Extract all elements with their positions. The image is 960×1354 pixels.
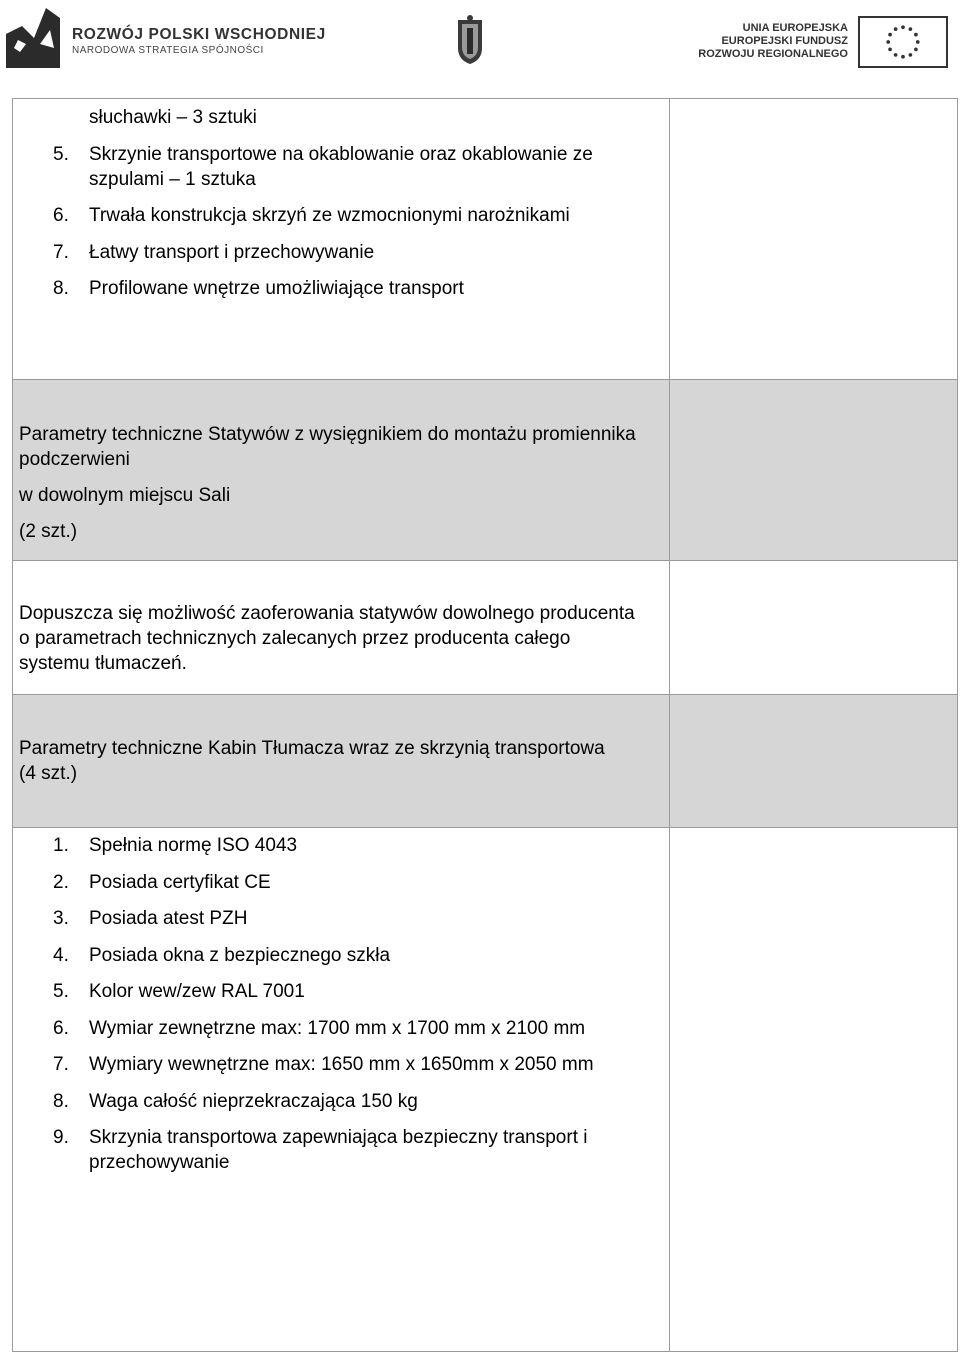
table-cell-empty — [670, 380, 958, 561]
section-2-note — [13, 561, 669, 676]
table-cell — [13, 380, 670, 561]
list-item — [53, 943, 669, 968]
list-item — [53, 142, 669, 192]
list-section-3 — [13, 828, 669, 1175]
list-item — [53, 1089, 669, 1114]
table-row — [13, 561, 958, 695]
list-item — [53, 979, 669, 1004]
list-item-text: Posiada okna z bezpiecznego szkła — [89, 944, 391, 966]
table-row — [13, 99, 958, 380]
list-item — [53, 906, 669, 931]
section-2-heading — [13, 380, 669, 544]
table-row — [13, 828, 958, 1352]
list-item-number: 3. — [53, 908, 69, 929]
list-item-number: 5. — [53, 981, 69, 1002]
list-item — [53, 203, 669, 228]
heading-line: (4 szt.) — [19, 763, 78, 784]
list-item-number: 8. — [53, 278, 69, 299]
heading-line: (2 szt.) — [19, 521, 78, 542]
rps-title: ROZWÓJ POLSKI WSCHODNIEJ — [72, 26, 326, 43]
table-row-heading — [13, 695, 958, 828]
list-item-text: Spełnia normę ISO 4043 — [89, 835, 298, 856]
heading-line: Parametry techniczne Kabin Tłumacza wraz ze skrzynią transportowa — [19, 738, 605, 759]
eu-line-1: UNIA EUROPEJSKA — [742, 22, 848, 34]
eu-flag-icon — [858, 16, 948, 68]
heading-line: w dowolnym miejscu Sali — [19, 485, 231, 506]
list-item — [53, 240, 669, 265]
table-cell-empty — [670, 695, 958, 828]
coat-of-arms-icon — [454, 14, 486, 66]
table-cell — [13, 561, 670, 695]
list-item-number: 5. — [53, 143, 69, 165]
list-item-text: Kolor wew/zew RAL 7001 — [89, 981, 305, 1002]
list-item — [53, 1125, 669, 1175]
page-header — [0, 0, 960, 90]
rps-subtitle: NARODOWA STRATEGIA SPÓJNOŚCI — [72, 45, 264, 56]
rozwoj-polski-wschodniej-logo-icon — [4, 4, 62, 70]
list-item — [53, 1016, 669, 1041]
list-item — [89, 105, 669, 130]
note-text: Dopuszcza się możliwość zaoferowania statywów dowolnego producenta o parametrach technicznych zalecanych przez producenta całego systemu tłumaczeń. — [19, 603, 635, 674]
table-cell-empty — [670, 561, 958, 695]
list-item-text: Trwała konstrukcja skrzyń ze wzmocnionymi narożnikami — [89, 205, 570, 226]
list-item-text: Posiada certyfikat CE — [89, 871, 271, 893]
list-item-number: 6. — [53, 205, 69, 226]
list-section-1 — [13, 99, 669, 301]
list-item-number: 4. — [53, 944, 69, 966]
list-item-number: 7. — [53, 241, 69, 263]
list-item-number: 8. — [53, 1090, 69, 1112]
list-item-number: 7. — [53, 1054, 69, 1075]
heading-line: Parametry techniczne Statywów z wysięgnikiem do montażu promiennika podczerwieni — [19, 424, 636, 470]
table-cell — [13, 99, 670, 380]
eu-fund-text — [690, 22, 848, 61]
list-item-text: słuchawki – 3 sztuki — [89, 107, 257, 128]
list-item-text: Wymiar zewnętrzne max: 1700 mm x 1700 mm x 2100 mm — [89, 1017, 586, 1039]
list-item-text: Wymiary wewnętrzne max: 1650 mm x 1650mm x 2050 mm — [89, 1054, 594, 1075]
list-item-number: 2. — [53, 871, 69, 893]
list-item — [53, 1052, 669, 1077]
list-item — [53, 833, 669, 858]
eu-line-3: ROZWOJU REGIONALNEGO — [698, 48, 848, 60]
table-row-heading — [13, 380, 958, 561]
list-item — [53, 870, 669, 895]
list-item-text: Skrzynie transportowe na okablowanie oraz okablowanie ze szpulami – 1 sztuka — [89, 143, 593, 190]
table-cell — [13, 828, 670, 1352]
list-item-text: Posiada atest PZH — [89, 908, 248, 929]
list-item-text: Łatwy transport i przechowywanie — [89, 241, 375, 263]
table-cell-empty — [670, 828, 958, 1352]
specification-table — [12, 98, 958, 1352]
list-item-text: Skrzynia transportowa zapewniająca bezpieczny transport i przechowywanie — [89, 1127, 588, 1173]
table-cell-empty — [670, 99, 958, 380]
list-item-text: Waga całość nieprzekraczająca 150 kg — [89, 1090, 418, 1112]
list-item-number: 6. — [53, 1017, 69, 1039]
list-item — [53, 276, 669, 301]
eu-line-2: EUROPEJSKI FUNDUSZ — [721, 35, 848, 47]
table-cell — [13, 695, 670, 828]
list-item-number: 1. — [53, 835, 69, 856]
list-item-number: 9. — [53, 1127, 69, 1148]
list-item-text: Profilowane wnętrze umożliwiające transport — [89, 278, 464, 299]
section-3-heading — [13, 695, 669, 786]
